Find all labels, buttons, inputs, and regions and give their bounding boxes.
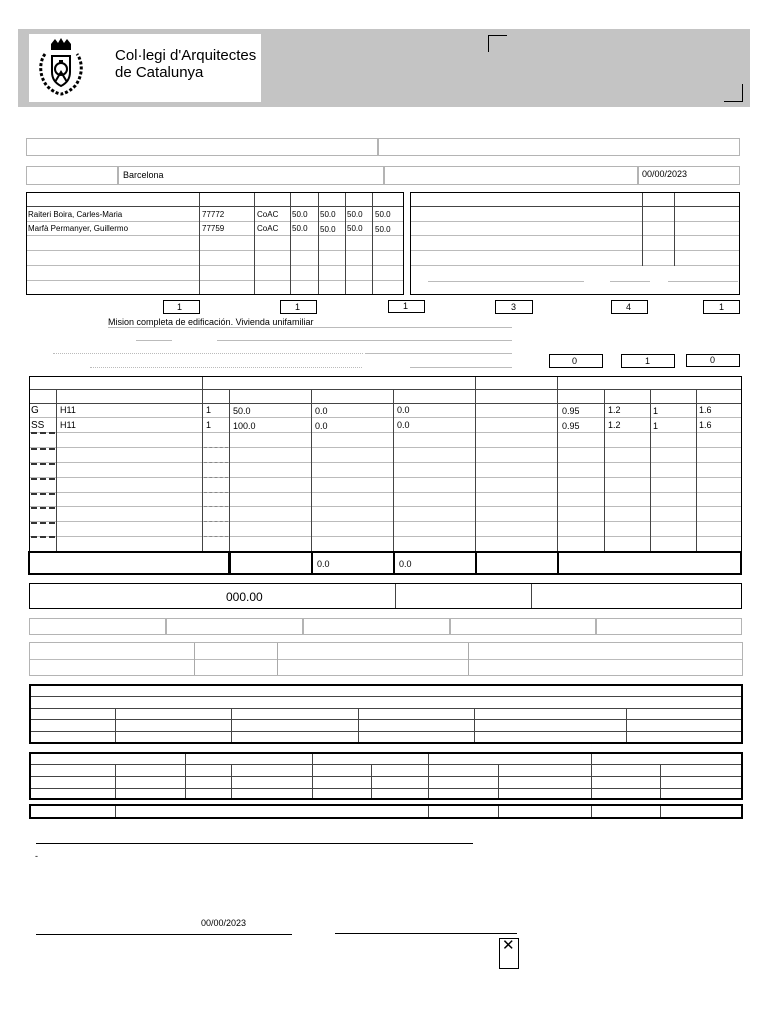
total-a: 0.0 [317,559,330,569]
count-value: 1 [403,301,409,311]
field-date[interactable] [638,166,740,185]
date-value: 00/00/2023 [642,169,688,179]
row-type: H11 [60,420,76,430]
row-c3: 1 [653,406,659,416]
field-project-ref[interactable] [378,138,740,156]
info-field-5[interactable] [596,618,742,635]
count-box-6[interactable] [703,300,740,314]
count-box-4[interactable] [495,300,533,314]
architect-number: 77759 [202,224,225,233]
totals-cell-d [557,551,742,575]
row-c2: 1.2 [608,405,621,415]
field-postcode[interactable] [384,166,638,185]
row-n: 1 [206,420,212,430]
row-a: 0.0 [315,406,328,416]
mission-text: Mision completa de edificación. Vivienda unifamiliar [108,317,314,327]
count2-box-1[interactable] [549,354,603,368]
field-city[interactable] [118,166,384,185]
row-pct: 100.0 [233,421,256,431]
fees-grid-1 [29,684,743,744]
signature-date: 00/00/2023 [201,918,247,928]
header-logo-panel [29,34,261,102]
info-field-2[interactable] [166,618,303,635]
row-code: SS [31,420,45,431]
count-value: 4 [626,302,632,312]
count-value: 1 [719,302,725,312]
architect-v1: 50.0 [292,224,308,233]
field-address[interactable] [26,166,118,185]
signatures-table [410,192,740,295]
count-value: 1 [177,302,183,312]
architect-v3: 50.0 [347,224,363,233]
totals-cell-b [393,551,477,575]
org-name-line2: de Catalunya [115,64,204,81]
architect-v3: 50.0 [347,210,363,219]
close-box[interactable] [499,938,519,969]
observations-dash: - [35,851,38,861]
count-box-2[interactable] [280,300,317,314]
architect-v2: 50.0 [320,210,336,219]
row-pct: 50.0 [233,406,251,416]
row-c2: 1.2 [608,420,621,430]
corner-mark-bottom-right [724,84,743,102]
totals-cell-label [28,551,230,575]
info-field-3[interactable] [303,618,450,635]
row-b: 0.0 [397,420,410,430]
row-c4: 1.6 [699,420,712,430]
info-field-4[interactable] [450,618,596,635]
fees-grid-3 [29,804,743,819]
summary-box [29,583,742,609]
row-a: 0.0 [315,421,328,431]
city-value: Barcelona [123,170,164,180]
info-field-1[interactable] [29,618,166,635]
count-value: 3 [511,302,517,312]
row-c4: 1.6 [699,405,712,415]
close-icon: ✕ [502,937,515,954]
corner-mark-top-left [488,35,507,52]
architect-v4: 50.0 [375,210,391,219]
totals-cell-c [475,551,559,575]
observations-line [36,843,473,844]
row-c1: 0.95 [562,421,580,431]
count-value: 1 [295,302,301,312]
total-b: 0.0 [399,559,412,569]
row-c1: 0.95 [562,406,580,416]
architect-college: CoAC [257,210,279,219]
row-code: G [31,405,39,416]
count-value: 0 [710,355,716,365]
architect-number: 77772 [202,210,225,219]
count-value: 1 [645,356,651,366]
totals-cell-a [311,551,395,575]
count2-box-3[interactable] [686,354,740,367]
count2-box-2[interactable] [621,354,675,368]
architect-v4: 50.0 [375,225,391,234]
field-project-name[interactable] [26,138,378,156]
count-value: 0 [572,356,578,366]
signature-line-left [36,934,292,935]
summary-value: 000.00 [226,590,263,604]
architect-v1: 50.0 [292,210,308,219]
count-box-3[interactable] [388,300,425,313]
architect-name: Raiteri Boira, Carles-Maria [28,210,123,219]
architect-college: CoAC [257,224,279,233]
count-box-1[interactable] [163,300,200,314]
architect-v2: 50.0 [320,225,336,234]
org-name-line1: Col·legi d'Arquitectes [115,47,257,64]
count-box-5[interactable] [611,300,648,314]
totals-cell-pct [229,551,313,575]
row-c3: 1 [653,421,659,431]
signature-line-right [335,933,517,934]
row-type: H11 [60,405,76,415]
row-b: 0.0 [397,405,410,415]
row-n: 1 [206,405,212,415]
architect-name: Marfà Permanyer, Guillermo [28,224,129,233]
coac-emblem-icon [29,36,93,100]
